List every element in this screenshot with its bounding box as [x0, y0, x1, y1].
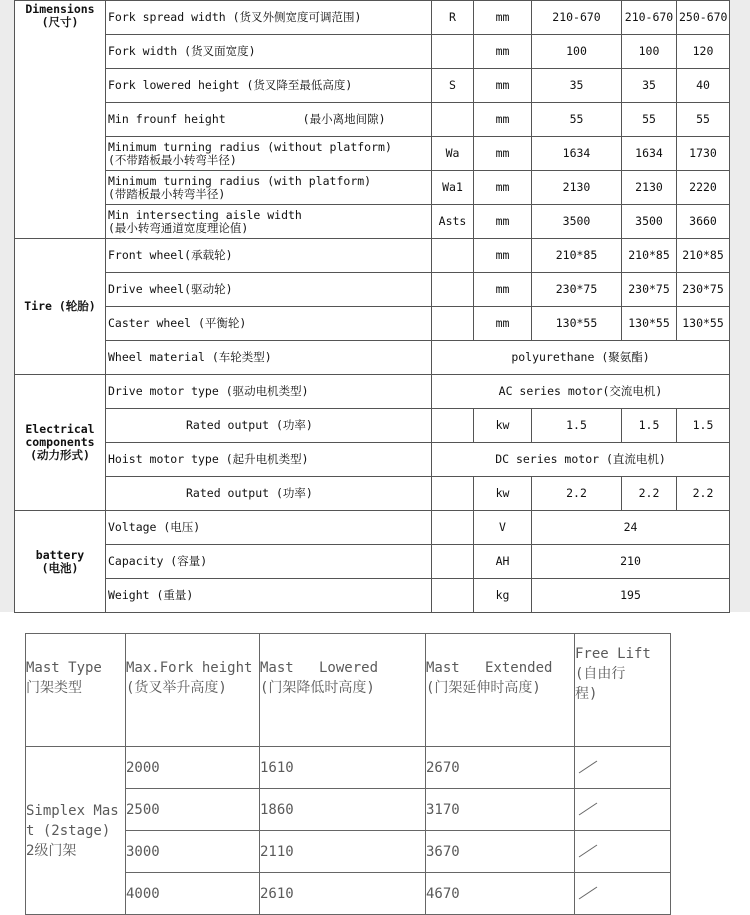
spec-item: Fork lowered height (货叉降至最低高度) [106, 69, 432, 103]
category-label-cn: (动力形式) [30, 448, 90, 462]
category-label-en: Dimensions [25, 2, 95, 16]
header-label-en: Mast Lowered [260, 660, 379, 676]
spec-unit: mm [474, 1, 532, 35]
spec-value: 1634 [622, 137, 677, 171]
mast-type-cell [26, 747, 126, 915]
spec-item-en: Min frounf height [108, 112, 226, 126]
spec-value: 230*75 [677, 273, 730, 307]
spec-row [15, 341, 730, 375]
spec-value: 250-670 [677, 1, 730, 35]
spec-symbol [432, 103, 474, 137]
spec-row [15, 35, 730, 69]
spec-item [106, 205, 432, 239]
spec-value: 2130 [532, 171, 622, 205]
spec-symbol [432, 307, 474, 341]
spec-unit: mm [474, 69, 532, 103]
spec-row [15, 579, 730, 613]
spec-value: 55 [622, 103, 677, 137]
spec-value: 1.5 [532, 409, 622, 443]
spec-row [15, 239, 730, 273]
spec-value: 3660 [677, 205, 730, 239]
spec-item: Fork width (货叉面宽度) [106, 35, 432, 69]
spec-unit: kw [474, 409, 532, 443]
spec-unit: AH [474, 545, 532, 579]
spec-unit: mm [474, 103, 532, 137]
spec-value: 55 [532, 103, 622, 137]
spec-row [15, 273, 730, 307]
free-lift-empty [575, 747, 671, 789]
spec-value-merged: AC series motor(交流电机) [432, 375, 730, 409]
spec-symbol [432, 511, 474, 545]
spec-row [15, 443, 730, 477]
spec-item: Drive motor type (驱动电机类型) [106, 375, 432, 409]
free-lift-empty [575, 831, 671, 873]
spec-value: 2.2 [622, 477, 677, 511]
spec-value: 130*55 [532, 307, 622, 341]
spec-item: Rated output (功率) [106, 409, 432, 443]
spec-value-merged: 195 [532, 579, 730, 613]
spec-symbol: Wa [432, 137, 474, 171]
spec-symbol [432, 409, 474, 443]
spec-item: Wheel material (车轮类型) [106, 341, 432, 375]
spec-value: 230*75 [622, 273, 677, 307]
header-label-cn: 门架类型 [26, 680, 82, 696]
spec-symbol [432, 545, 474, 579]
spec-value: 35 [622, 69, 677, 103]
spec-row [15, 545, 730, 579]
spec-item-en: Minimum turning radius (without platform) [108, 139, 392, 154]
mast-height-value: 4000 [126, 873, 260, 915]
spec-row [15, 477, 730, 511]
spec-row [15, 69, 730, 103]
category-battery [15, 511, 106, 613]
spec-row [15, 1, 730, 35]
spec-row [15, 511, 730, 545]
spec-item-en: Min intersecting aisle width [108, 207, 302, 222]
slash-mark [577, 799, 599, 817]
spec-row [15, 171, 730, 205]
spec-value: 100 [532, 35, 622, 69]
spec-value: 210-670 [622, 1, 677, 35]
mast-extended-value: 3670 [426, 831, 575, 873]
spec-item-cn: (不带踏板最小转弯半径) [108, 152, 237, 167]
spec-value: 2.2 [677, 477, 730, 511]
spec-item-en: Minimum turning radius (with platform) [108, 173, 372, 188]
spec-value: 1.5 [677, 409, 730, 443]
spec-symbol [432, 273, 474, 307]
spec-value: 210-670 [532, 1, 622, 35]
header-label-cn: (门架延伸时高度) [426, 680, 541, 696]
spec-value: 1730 [677, 137, 730, 171]
header-label-cn: 程) [575, 686, 598, 702]
spec-item: Caster wheel (平衡轮) [106, 307, 432, 341]
mast-table [25, 633, 671, 915]
header-mast-type [26, 634, 126, 747]
spec-symbol: R [432, 1, 474, 35]
spec-value: 1634 [532, 137, 622, 171]
mast-lowered-value: 1860 [260, 789, 426, 831]
spec-item: Capacity (容量) [106, 545, 432, 579]
spec-unit: mm [474, 239, 532, 273]
spec-item [106, 103, 432, 137]
mast-extended-value: 4670 [426, 873, 575, 915]
spec-item-cn: (最小转弯通道宽度理论值) [108, 220, 249, 235]
header-label-cn: (自由行 [575, 666, 626, 682]
spec-value-merged: polyurethane (聚氨酯) [432, 341, 730, 375]
spec-item-cn: (带踏板最小转弯半径) [108, 186, 226, 201]
spec-symbol [432, 35, 474, 69]
header-max-fork-height [126, 634, 260, 747]
spec-symbol: Asts [432, 205, 474, 239]
spec-row [15, 375, 730, 409]
spec-value: 100 [622, 35, 677, 69]
mast-type-label: 2级门架 [26, 842, 77, 859]
mast-type-label: t (2stage) [26, 822, 111, 839]
spec-table [14, 0, 730, 613]
spec-unit: kg [474, 579, 532, 613]
spec-row [15, 137, 730, 171]
spec-value: 230*75 [532, 273, 622, 307]
spec-row [15, 205, 730, 239]
header-free-lift [575, 634, 671, 747]
spec-unit: kw [474, 477, 532, 511]
header-label-en: Free Lift [575, 646, 651, 662]
spec-value: 2.2 [532, 477, 622, 511]
mast-header-row [26, 634, 671, 747]
free-lift-empty [575, 789, 671, 831]
spec-unit: mm [474, 205, 532, 239]
mast-lowered-value: 2610 [260, 873, 426, 915]
category-dimensions [15, 1, 106, 239]
mast-extended-value: 2670 [426, 747, 575, 789]
spec-value: 3500 [532, 205, 622, 239]
header-mast-lowered [260, 634, 426, 747]
spec-item: Front wheel(承载轮) [106, 239, 432, 273]
spec-item: Voltage (电压) [106, 511, 432, 545]
spec-value: 3500 [622, 205, 677, 239]
mast-lowered-value: 1610 [260, 747, 426, 789]
spec-unit: mm [474, 171, 532, 205]
slash-mark [577, 841, 599, 859]
spec-value: 40 [677, 69, 730, 103]
slash-mark [577, 757, 599, 775]
spec-symbol [432, 477, 474, 511]
spec-value: 1.5 [622, 409, 677, 443]
category-label-en: battery [35, 547, 85, 562]
category-label-en: Electrical [25, 422, 95, 436]
category-label-cn: (电池) [41, 560, 79, 575]
spec-item: Fork spread width (货叉外侧宽度可调范围) [106, 1, 432, 35]
spec-unit: V [474, 511, 532, 545]
spec-unit: mm [474, 137, 532, 171]
spec-value: 120 [677, 35, 730, 69]
header-label-cn: (货叉举升高度) [126, 680, 227, 696]
slash-mark [577, 883, 599, 901]
free-lift-empty [575, 873, 671, 915]
spec-unit: mm [474, 273, 532, 307]
spec-item: Weight (重量) [106, 579, 432, 613]
mast-height-value: 2000 [126, 747, 260, 789]
header-label-en: Mast Type [26, 660, 102, 676]
spec-item [106, 171, 432, 205]
spec-row [15, 103, 730, 137]
spec-value-merged: 210 [532, 545, 730, 579]
mast-height-value: 3000 [126, 831, 260, 873]
spec-value: 2130 [622, 171, 677, 205]
mast-row [26, 747, 671, 789]
spec-value-merged: DC series motor (直流电机) [432, 443, 730, 477]
spec-value: 2220 [677, 171, 730, 205]
header-label-cn: (门架降低时高度) [260, 680, 375, 696]
mast-extended-value: 3170 [426, 789, 575, 831]
header-mast-extended [426, 634, 575, 747]
spec-item: Hoist motor type (起升电机类型) [106, 443, 432, 477]
spec-value: 210*85 [622, 239, 677, 273]
category-label-en: components [25, 435, 95, 449]
spec-item-cn: (最小离地间隙) [302, 112, 386, 126]
spec-row [15, 409, 730, 443]
category-tire: Tire (轮胎) [15, 239, 106, 375]
spec-unit: mm [474, 35, 532, 69]
spec-row [15, 307, 730, 341]
spec-value: 210*85 [532, 239, 622, 273]
spec-symbol [432, 579, 474, 613]
spec-item: Drive wheel(驱动轮) [106, 273, 432, 307]
category-label-cn: (尺寸) [41, 15, 79, 29]
spec-item: Rated output (功率) [106, 477, 432, 511]
mast-type-label: Simplex Mas [26, 802, 119, 819]
spec-symbol [432, 239, 474, 273]
category-electrical [15, 375, 106, 511]
header-label-en: Mast Extended [426, 660, 553, 676]
spec-unit: mm [474, 307, 532, 341]
header-label-en: Max.Fork height [126, 660, 253, 676]
mast-height-value: 2500 [126, 789, 260, 831]
spec-item [106, 137, 432, 171]
spec-symbol: S [432, 69, 474, 103]
spec-value: 130*55 [677, 307, 730, 341]
spec-value: 55 [677, 103, 730, 137]
spec-value: 130*55 [622, 307, 677, 341]
mast-lowered-value: 2110 [260, 831, 426, 873]
spec-value: 35 [532, 69, 622, 103]
spec-symbol: Wa1 [432, 171, 474, 205]
spec-value: 210*85 [677, 239, 730, 273]
spec-value-merged: 24 [532, 511, 730, 545]
